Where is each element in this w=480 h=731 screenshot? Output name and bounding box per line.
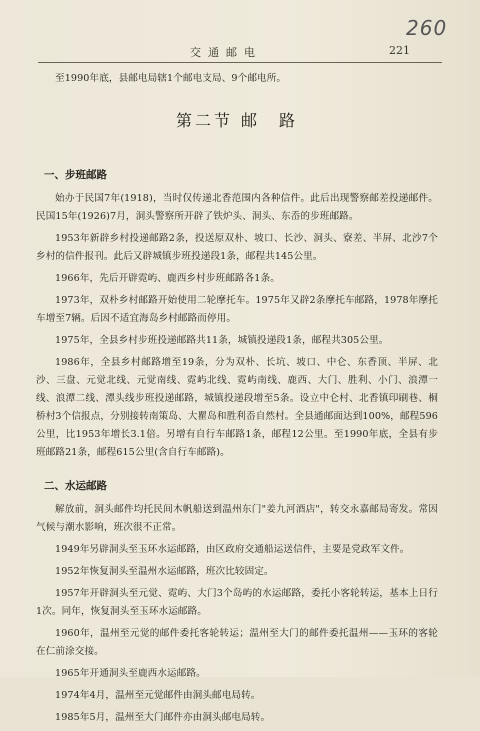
foot-mail-paragraph: 1966年，先后开辟霓屿、鹿西乡村步班邮路各1条。 <box>55 273 280 284</box>
water-mail-paragraph: 1957年开辟洞头至元觉、霓屿、大门3个岛屿的水运邮路，委托小客轮转运，基本上日行1次。同年，恢复洞头至玉环水运邮路。 <box>36 588 438 617</box>
intro-line: 至1990年底，县邮电局辖1个邮电支局、9个邮电所。 <box>55 73 287 84</box>
foot-mail-paragraph: 1975年，全县乡村步班投递邮路共11条，城镇投递段1条，邮程共305公里。 <box>55 335 389 346</box>
water-mail-paragraph: 1960年，温州至元觉的邮件委托客轮转运；温州至大门的邮件委托温州——玉环的客轮在仁前涂交接。 <box>36 628 438 657</box>
page-body <box>36 70 438 731</box>
foot-mail-paragraph: 1973年，双朴乡村邮路开始使用二轮摩托车。1975年又辟2条摩托车邮路，1978年摩托车增至7辆。后因不适宜海岛乡村邮路而停用。 <box>36 295 438 324</box>
page-number: 221 <box>389 44 410 57</box>
water-mail-paragraph: 1974年4月，温州至元觉邮件由洞头邮电局转。 <box>55 690 261 701</box>
header-rule <box>38 62 442 63</box>
water-mail-paragraph: 解放前，洞头邮件均托民间木帆船送到温州东门"姜九河酒店"，转交永嘉邮局寄发。常因气候与潮水影响，班次很不正常。 <box>36 504 438 533</box>
handwritten-page-annotation: 260 <box>406 16 448 40</box>
water-mail-paragraph: 1952年恢复洞头至温州水运邮路，班次比较固定。 <box>55 566 274 577</box>
water-mail-paragraph: 1985年5月，温州至大门邮件亦由洞头邮电局转。 <box>55 712 271 723</box>
water-mail-heading: 二、水运邮路 <box>44 480 107 492</box>
foot-mail-heading: 一、步班邮路 <box>44 169 107 181</box>
running-head-title: 交通邮电 <box>190 46 262 59</box>
section-gap <box>36 466 438 478</box>
foot-mail-paragraph: 1986年，全县乡村邮路增至19条，分为双朴、长坑、坡口、中仑、东香顶、半屏、北沙、三盘、元觉北线、元觉南线、霓屿北线、霓屿南线、鹿西、大门、胜利、小门、浪潭一线、浪潭二线、潭头线步班投递邮路，城镇投递段增至5条。设立中仑村、北香镇印刷巷、桐桥村3个信报点，分别接转南策岛、大瞿岛和胜利岙自然村。全县通邮面达到100%，邮程596公里，比1953年增长3.1倍。另增有自行车邮路1条，邮程12公里。至1990年底，全县有步班邮路21条，邮程615公里(含自行车邮路)。 <box>36 357 438 458</box>
foot-mail-paragraph: 始办于民国7年(1918)，当时仅传递北香范围内各种信件。此后出现警察邮差投递邮件。民国15年(1926)7月，洞头警察所开辟了铁炉头、洞头、东岙的步班邮路。 <box>36 193 438 222</box>
water-mail-paragraph: 1949年另辟洞头至玉环水运邮路，由区政府交通船运送信件，主要是党政军文件。 <box>55 544 410 555</box>
section-title: 第二节 邮 路 <box>175 111 299 130</box>
foot-mail-paragraph: 1953年新辟乡村投递邮路2条，投送原双朴、坡口、长沙、洞头、寮差、半屏、北沙7个乡村的信件报刊。此后又辟城镇步班投递段1条，邮程共145公里。 <box>36 233 438 262</box>
water-mail-paragraph: 1965年开通洞头至鹿西水运邮路。 <box>55 668 206 679</box>
running-header <box>0 44 480 62</box>
